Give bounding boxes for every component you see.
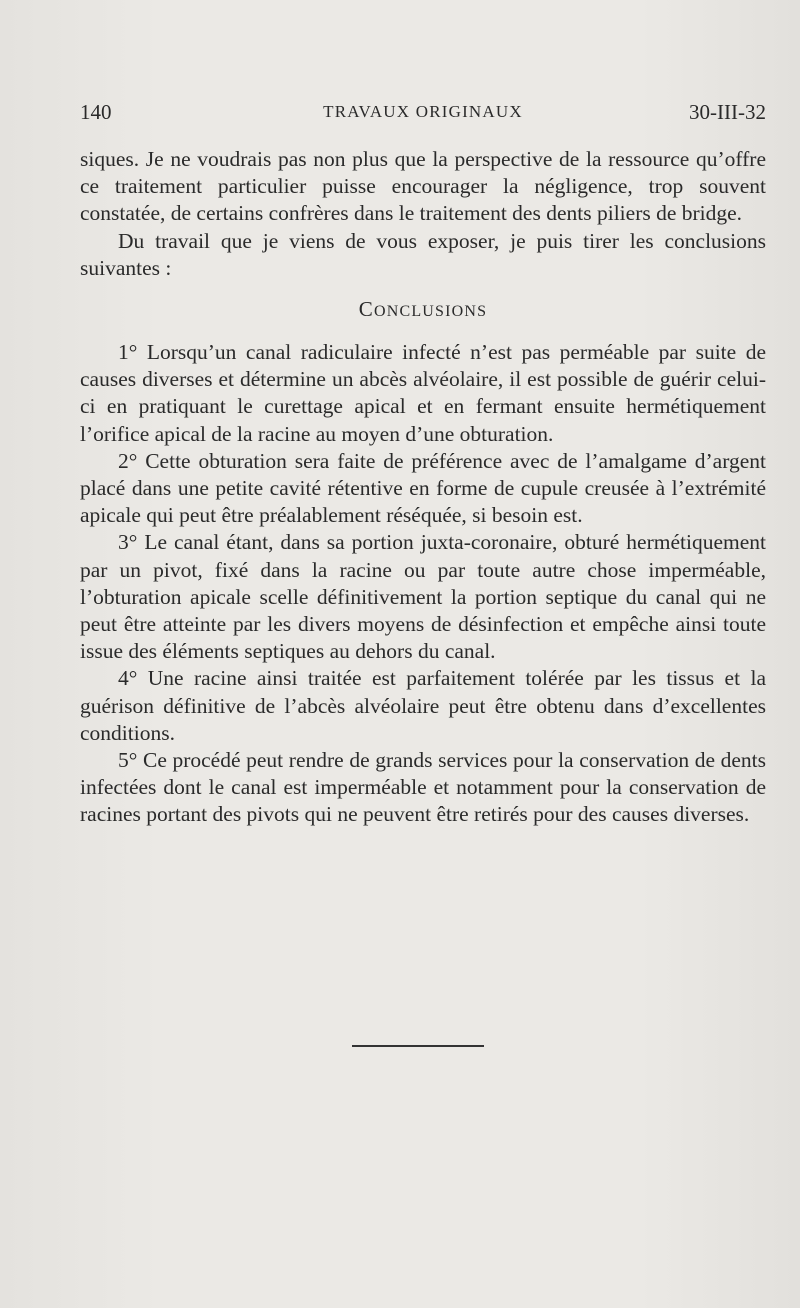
section-heading	[80, 297, 766, 324]
end-rule	[352, 1045, 484, 1047]
article-body	[80, 146, 766, 829]
issue-date: 30-III-32	[689, 100, 766, 124]
running-header	[80, 100, 766, 130]
running-title: TRAVAUX ORIGINAUX	[323, 102, 523, 121]
paragraph: Du travail que je viens de vous exposer, je puis tirer les conclusions suivantes :	[80, 228, 766, 280]
section-heading-initial: C	[358, 297, 374, 322]
section-heading-rest: ONCLUSIONS	[373, 303, 488, 321]
conclusion-item: 3° Le canal étant, dans sa portion juxta-coronaire, obturé hermétiquement par un pivot, fixé dans la racine ou par toute autre chose imperméable, l’obturation apicale scelle définitivement la portion septique du canal qui ne peut être atteinte par les divers moyens de désinfection et empêche ainsi toute issue des éléments septiques au dehors du canal.	[80, 530, 766, 664]
conclusion-item: 5° Ce procédé peut rendre de grands services pour la conservation de dents infectées dont le canal est imperméable et notamment pour la conservation de racines portant des pivots qui ne peuvent être retirés pour des causes diverses.	[80, 748, 766, 827]
conclusion-item: 1° Lorsqu’un canal radiculaire infecté n’est pas perméable par suite de causes diverses et détermine un abcès alvéolaire, il est possible de guérir celui-ci en pratiquant le curettage apical et en fermant ensuite hermétiquement l’orifice apical de la racine au moyen d’une obturation.	[80, 340, 766, 446]
paragraph-continued: siques. Je ne voudrais pas non plus que la perspective de la ressource qu’offre ce traitement particulier puisse encourager la négligence, trop souvent constatée, de certains confrères dans le traitement des dents piliers de bridge.	[80, 147, 766, 226]
page-number: 140	[80, 100, 112, 124]
conclusion-item: 4° Une racine ainsi traitée est parfaitement tolérée par les tissus et la guérison définitive de l’abcès alvéolaire peut être obtenu dans d’excellentes conditions.	[80, 666, 766, 745]
conclusion-item: 2° Cette obturation sera faite de préférence avec de l’amalgame d’argent placé dans une petite cavité rétentive en forme de cupule creusée à l’extrémité apicale qui peut être préalablement réséquée, si besoin est.	[80, 448, 766, 528]
